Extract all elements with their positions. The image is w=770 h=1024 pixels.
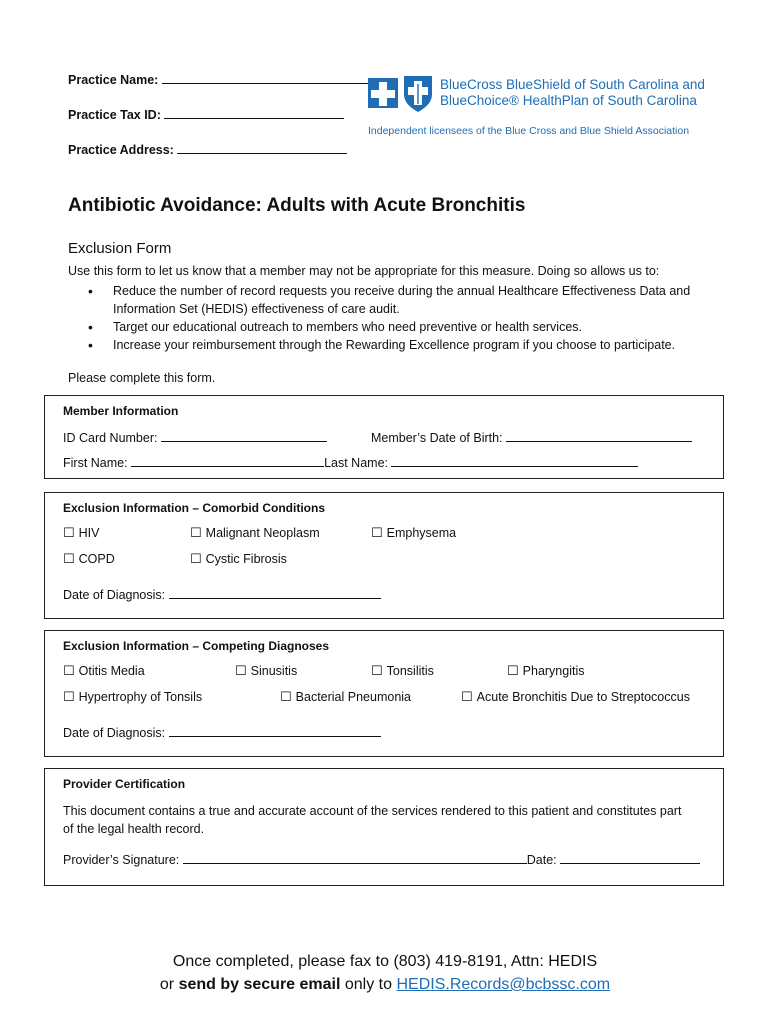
signature-label: Provider’s Signature: xyxy=(63,853,180,867)
member-heading: Member Information xyxy=(63,404,179,418)
logo-tagline: Independent licensees of the Blue Cross and Blue Shield Association xyxy=(368,125,690,137)
benefit-item: • Increase your reimbursement through the Rewarding Excellence program if you choose to participate. xyxy=(88,336,708,354)
signature-input[interactable] xyxy=(183,852,527,864)
checkbox-icon[interactable]: ☐ xyxy=(190,552,202,567)
competing-heading: Exclusion Information – Competing Diagnoses xyxy=(63,639,330,653)
dob-label: Member’s Date of Birth: xyxy=(371,431,503,445)
checkbox-acute-bronchitis-strep[interactable]: ☐ Acute Bronchitis Due to Streptococcus xyxy=(461,690,690,705)
page-title: Antibiotic Avoidance: Adults with Acute Bronchitis xyxy=(68,195,526,216)
competing-date-input[interactable] xyxy=(169,725,381,737)
practice-tax-input[interactable] xyxy=(164,107,344,119)
first-name-input[interactable] xyxy=(131,455,324,467)
id-card-label: ID Card Number: xyxy=(63,431,158,445)
benefit-item: • Target our educational outreach to members who need preventive or health services. xyxy=(88,318,708,336)
id-card-input[interactable] xyxy=(161,430,327,442)
checkbox-cystic-fibrosis[interactable]: ☐ Cystic Fibrosis xyxy=(190,552,287,567)
checkbox-icon[interactable]: ☐ xyxy=(507,664,519,679)
last-name-input[interactable] xyxy=(391,455,638,467)
email-link[interactable]: HEDIS.Records@bcbssc.com xyxy=(396,976,611,993)
logo-text xyxy=(440,77,705,109)
practice-address-label: Practice Address: xyxy=(68,143,174,157)
practice-tax-field xyxy=(68,107,344,122)
checkbox-bacterial-pneumonia[interactable]: ☐ Bacterial Pneumonia xyxy=(280,690,412,705)
dob-input[interactable] xyxy=(506,430,692,442)
provider-statement: This document contains a true and accurate account of the services rendered to this patient and constitutes part of the legal health record. xyxy=(63,804,682,836)
practice-tax-label: Practice Tax ID: xyxy=(68,108,161,122)
checkbox-icon[interactable]: ☐ xyxy=(280,690,292,705)
id-card-field xyxy=(63,430,327,445)
comorbid-date-input[interactable] xyxy=(169,587,381,599)
blue-cross-shield-icon xyxy=(368,72,434,112)
checkbox-icon[interactable]: ☐ xyxy=(63,690,75,705)
competing-date-label: Date of Diagnosis: xyxy=(63,726,166,740)
dob-field xyxy=(371,430,692,445)
intro-text: Use this form to let us know that a member may not be appropriate for this measure. Doing so allows us to: xyxy=(68,264,660,278)
comorbid-date-label: Date of Diagnosis: xyxy=(63,588,166,602)
name-fields xyxy=(63,455,638,470)
please-complete-text: Please complete this form. xyxy=(68,371,216,385)
checkbox-sinusitis[interactable]: ☐ Sinusitis xyxy=(235,664,298,679)
first-name-label: First Name: xyxy=(63,456,128,470)
practice-name-input[interactable] xyxy=(162,72,370,84)
checkbox-icon[interactable]: ☐ xyxy=(63,526,75,541)
checkbox-icon[interactable]: ☐ xyxy=(190,526,202,541)
practice-address-input[interactable] xyxy=(177,142,347,154)
checkbox-icon[interactable]: ☐ xyxy=(63,664,75,679)
checkbox-tonsilitis[interactable]: ☐ Tonsilitis xyxy=(371,664,434,679)
comorbid-heading: Exclusion Information – Comorbid Conditions xyxy=(63,501,326,515)
provider-heading: Provider Certification xyxy=(63,777,186,791)
provider-signature-field xyxy=(63,852,700,867)
comorbid-date-field xyxy=(63,587,381,602)
provider-date-input[interactable] xyxy=(560,852,700,864)
logo-line-1: BlueCross BlueShield of South Carolina and xyxy=(440,77,705,92)
checkbox-hiv[interactable]: ☐ HIV xyxy=(63,526,100,541)
checkbox-icon[interactable]: ☐ xyxy=(63,552,75,567)
fax-instructions: Once completed, please fax to (803) 419-8191, Attn: HEDIS xyxy=(172,953,598,970)
provider-date-label: Date: xyxy=(526,853,557,867)
practice-name-field xyxy=(68,72,370,87)
practice-name-label: Practice Name: xyxy=(68,73,159,87)
practice-address-field xyxy=(68,142,347,157)
checkbox-emphysema[interactable]: ☐ Emphysema xyxy=(371,526,457,541)
logo-line-2: BlueChoice® HealthPlan of South Carolina xyxy=(440,93,697,108)
competing-date-field xyxy=(63,725,381,740)
checkbox-icon[interactable]: ☐ xyxy=(371,526,383,541)
checkbox-icon[interactable]: ☐ xyxy=(371,664,383,679)
form-subtitle: Exclusion Form xyxy=(68,240,172,257)
bcbs-logo xyxy=(368,72,434,115)
benefit-list xyxy=(88,282,708,354)
checkbox-icon[interactable]: ☐ xyxy=(461,690,473,705)
last-name-label: Last Name: xyxy=(324,456,388,470)
benefit-item: • Reduce the number of record requests you receive during the annual Healthcare Effectiveness Data and Information Set (HEDIS) effectiveness of care audit. xyxy=(88,282,708,318)
checkbox-otitis-media[interactable]: ☐ Otitis Media xyxy=(63,664,145,679)
checkbox-malignant-neoplasm[interactable]: ☐ Malignant Neoplasm xyxy=(190,526,320,541)
checkbox-pharyngitis[interactable]: ☐ Pharyngitis xyxy=(507,664,585,679)
email-instructions: or send by secure email only to HEDIS.Records@bcbssc.com xyxy=(159,976,611,993)
checkbox-hypertrophy-of-tonsils[interactable]: ☐ Hypertrophy of Tonsils xyxy=(63,690,203,705)
secure-email-emphasis: send by secure email xyxy=(178,976,341,993)
checkbox-copd[interactable]: ☐ COPD xyxy=(63,552,115,567)
checkbox-icon[interactable]: ☐ xyxy=(235,664,247,679)
